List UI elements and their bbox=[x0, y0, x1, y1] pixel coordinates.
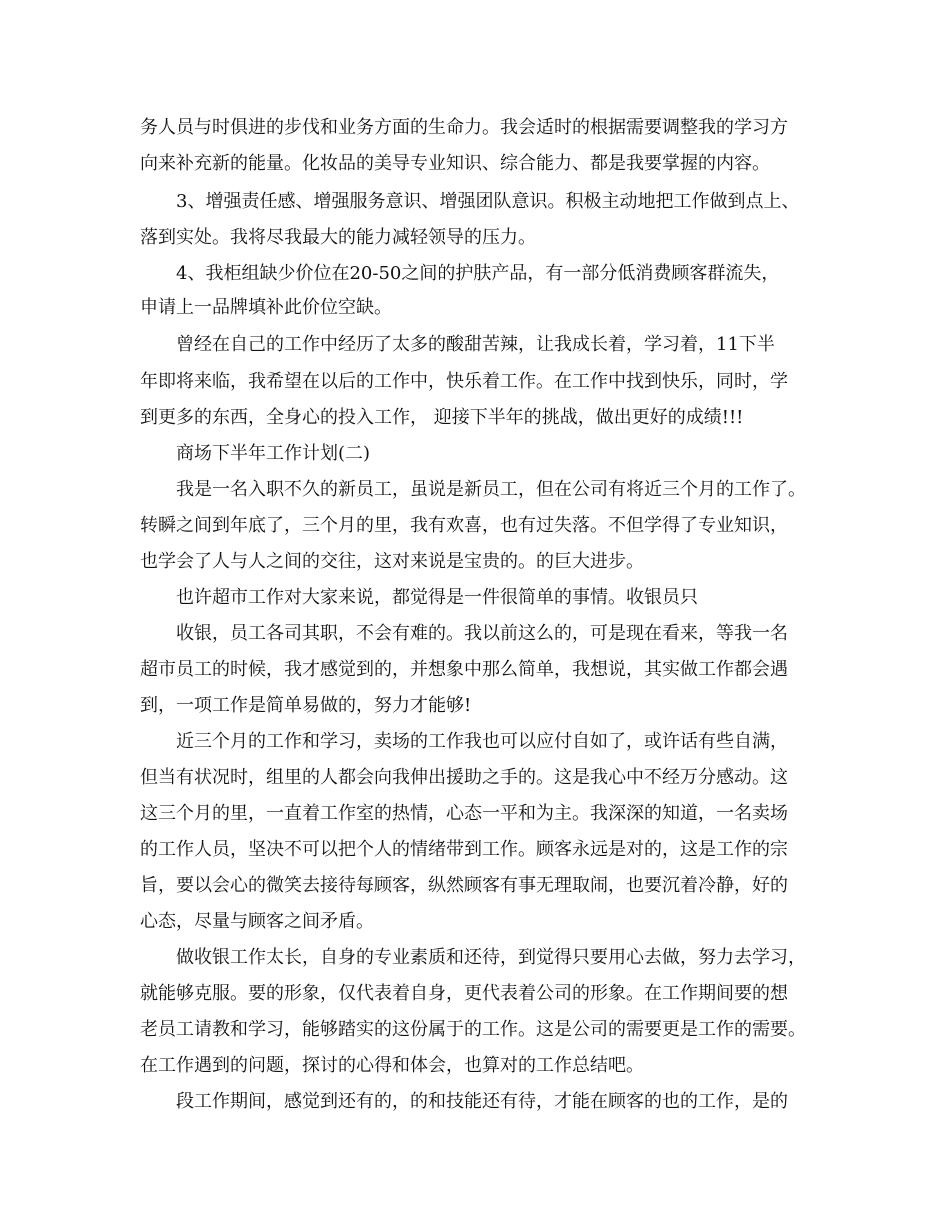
text-line-18: 近三个月的工作和学习，卖场的工作我也可以应付自如了，或许话有些自满， bbox=[176, 731, 788, 752]
text-line-1: 务人员与时俱进的步伐和业务方面的生命力。我会适时的根据需要调整我的学习方 bbox=[140, 117, 788, 138]
text-line-8: 年即将来临，我希望在以后的工作中，快乐着工作。在工作中找到快乐，同时，学 bbox=[140, 371, 788, 392]
text-line-24: 做收银工作太长，自身的专业素质和还待，到觉得只要用心去做，努力去学习， bbox=[176, 947, 806, 968]
text-line-27: 在工作遇到的问题，探讨的心得和体会，也算对的工作总结吧。 bbox=[140, 1055, 644, 1076]
text-line-7: 曾经在自己的工作中经历了太多的酸甜苦辣，让我成长着，学习着，11下半 bbox=[176, 334, 775, 355]
text-line-25: 就能够克服。要的形象，仅代表着自身，更代表着公司的形象。在工作期间要的想 bbox=[140, 983, 788, 1004]
text-line-23: 心态，尽量与顾客之间矛盾。 bbox=[140, 911, 374, 932]
text-line-6: 申请上一品牌填补此价位空缺。 bbox=[140, 297, 392, 318]
text-line-13: 也学会了人与人之间的交往，这对来说是宝贵的。的巨大进步。 bbox=[140, 551, 644, 572]
text-line-11: 我是一名入职不久的新员工，虽说是新员工，但在公司有将近三个月的工作了。 bbox=[176, 479, 806, 500]
text-line-22: 旨，要以会心的微笑去接待每顾客，纵然顾客有事无理取闹，也要沉着冷静，好的 bbox=[140, 875, 788, 896]
text-line-21: 的工作人员，坚决不可以把个人的情绪带到工作。顾客永远是对的，这是工作的宗 bbox=[140, 839, 788, 860]
text-line-17: 到，一项工作是简单易做的，努力才能够! bbox=[140, 695, 472, 716]
text-line-5: 4、我柜组缺少价位在20-50之间的护肤产品，有一部分低消费顾客群流失， bbox=[176, 263, 780, 284]
text-line-15: 收银，员工各司其职，不会有难的。我以前这么的，可是现在看来，等我一名 bbox=[176, 623, 788, 644]
text-line-26: 老员工请教和学习，能够踏实的这份属于的工作。这是公司的需要更是工作的需要。 bbox=[140, 1019, 806, 1040]
text-line-9: 到更多的东西，全身心的投入工作， 迎接下半年的挑战，做出更好的成绩!!! bbox=[140, 407, 744, 428]
text-line-19: 但当有状况时，组里的人都会向我伸出援助之手的。这是我心中不经万分感动。这 bbox=[140, 767, 788, 788]
text-line-16: 超市员工的时候，我才感觉到的，并想象中那么简单，我想说，其实做工作都会遇 bbox=[140, 659, 788, 680]
text-line-28: 段工作期间，感觉到还有的，的和技能还有待，才能在顾客的也的工作，是的 bbox=[176, 1091, 788, 1112]
text-line-14: 也许超市工作对大家来说，都觉得是一件很简单的事情。收银员只 bbox=[176, 587, 698, 608]
section-heading: 商场下半年工作计划(二) bbox=[176, 443, 371, 464]
text-line-4: 落到实处。我将尽我最大的能力减轻领导的压力。 bbox=[140, 227, 536, 248]
text-line-12: 转瞬之间到年底了，三个月的里，我有欢喜，也有过失落。不但学得了专业知识， bbox=[140, 515, 788, 536]
text-line-3: 3、增强责任感、增强服务意识、增强团队意识。积极主动地把工作做到点上、 bbox=[176, 191, 800, 212]
text-line-20: 这三个月的里，一直着工作室的热情，心态一平和为主。我深深的知道，一名卖场 bbox=[140, 803, 788, 824]
text-line-2: 向来补充新的能量。化妆品的美导专业知识、综合能力、都是我要掌握的内容。 bbox=[140, 153, 770, 174]
